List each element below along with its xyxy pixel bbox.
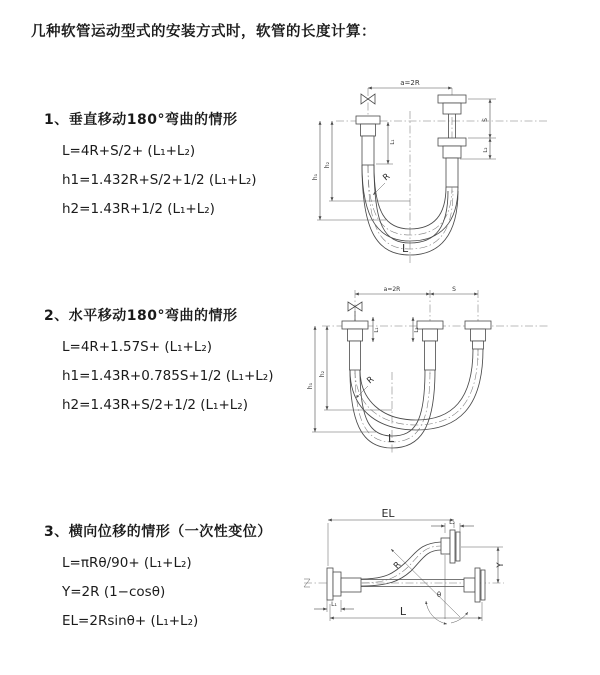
- formula-h1: h1=1.432R+S/2+1/2 (L₁+L₂): [62, 172, 257, 188]
- page-title: 几种软管运动型式的安装方式时，软管的长度计算：: [31, 24, 376, 40]
- formula-l: L=4R+S/2+ (L₁+L₂): [62, 143, 196, 159]
- length-label: L: [402, 242, 409, 255]
- radius-label: R: [365, 374, 377, 387]
- formula-l: L=πRθ/90+ (L₁+L₂): [62, 555, 192, 571]
- dim-label-s: S: [452, 286, 456, 293]
- left-pipe-fitting: [342, 321, 368, 370]
- right-flange: [464, 568, 485, 602]
- left-pipe-fitting: [356, 116, 380, 165]
- section-lateral-displacement: [44, 521, 272, 636]
- dim-label-l: L: [399, 605, 407, 618]
- dim-label-l2: L₂: [414, 327, 420, 333]
- dim-label-a2r: a=2R: [400, 79, 420, 87]
- hose-u-bend: [350, 349, 483, 448]
- section-vertical-movement: [44, 109, 257, 224]
- section-3-formulas: [62, 549, 272, 636]
- formula-l: L=4R+1.57S+ (L₁+L₂): [62, 339, 213, 355]
- formula-el: EL=2Rsinθ+ (L₁+L₂): [62, 613, 199, 629]
- dim-label-s: S: [482, 118, 489, 122]
- dimension-l: [330, 602, 482, 621]
- section-1-formulas: [62, 137, 257, 224]
- dim-label-h1: h₁: [312, 173, 319, 181]
- formula-h2: h2=1.43R+1/2 (L₁+L₂): [62, 201, 215, 217]
- dim-label-h2: h₂: [319, 370, 326, 378]
- dim-label-h1: h₁: [307, 382, 314, 390]
- dimension-s: [430, 286, 478, 294]
- dim-label-l2: L₂: [449, 519, 455, 526]
- formula-y: Y=2R (1−cosθ): [62, 584, 166, 600]
- diagram-horizontal-movement: [306, 282, 568, 457]
- section-2-heading: 2、水平移动180°弯曲的情形: [44, 308, 238, 324]
- dim-label-h2: h₂: [324, 161, 331, 169]
- formula-h2: h2=1.43R+S/2+1/2 (L₁+L₂): [62, 397, 248, 413]
- dimension-a2r: [355, 286, 430, 294]
- dimension-l1: [373, 317, 380, 342]
- centerlines: [322, 290, 550, 454]
- dim-label-l1: L₁: [331, 601, 337, 608]
- right-pipe-fitting: [438, 95, 466, 187]
- diagram-lateral-displacement: [298, 505, 513, 650]
- dim-label-l2: L₂: [483, 147, 489, 153]
- centerlines: [336, 88, 548, 263]
- section-horizontal-movement: [44, 305, 273, 420]
- radius-label: R: [391, 560, 404, 572]
- section-3-heading: 3、横向位移的情形（一次性变位）: [44, 524, 272, 540]
- length-label: L: [388, 432, 395, 445]
- dim-label-l1: L₁: [374, 327, 380, 333]
- formula-h1: h1=1.43R+0.785S+1/2 (L₁+L₂): [62, 368, 274, 384]
- dim-label-l1: L₁: [390, 139, 396, 145]
- radius-label: R: [381, 171, 393, 184]
- dim-label-a2r: a=2R: [383, 286, 401, 293]
- dimension-s: [468, 99, 496, 138]
- left-flange: [327, 568, 361, 600]
- dimension-l1: [376, 122, 396, 164]
- dim-label-el: EL: [381, 507, 395, 520]
- dim-label-y: Y: [496, 562, 506, 568]
- diagram-vertical-movement: [312, 75, 562, 265]
- dimension-a2r: [368, 79, 452, 88]
- right-pipe-fitting: [465, 321, 491, 349]
- section-1-heading: 1、垂直移动180°弯曲的情形: [44, 112, 238, 128]
- upper-right-flange: [441, 530, 460, 563]
- dimension-el: [328, 507, 454, 566]
- middle-pipe-fitting: [417, 321, 443, 370]
- section-2-formulas: [62, 333, 273, 420]
- angle-label: θ: [436, 591, 442, 599]
- dimension-l1: [314, 600, 354, 612]
